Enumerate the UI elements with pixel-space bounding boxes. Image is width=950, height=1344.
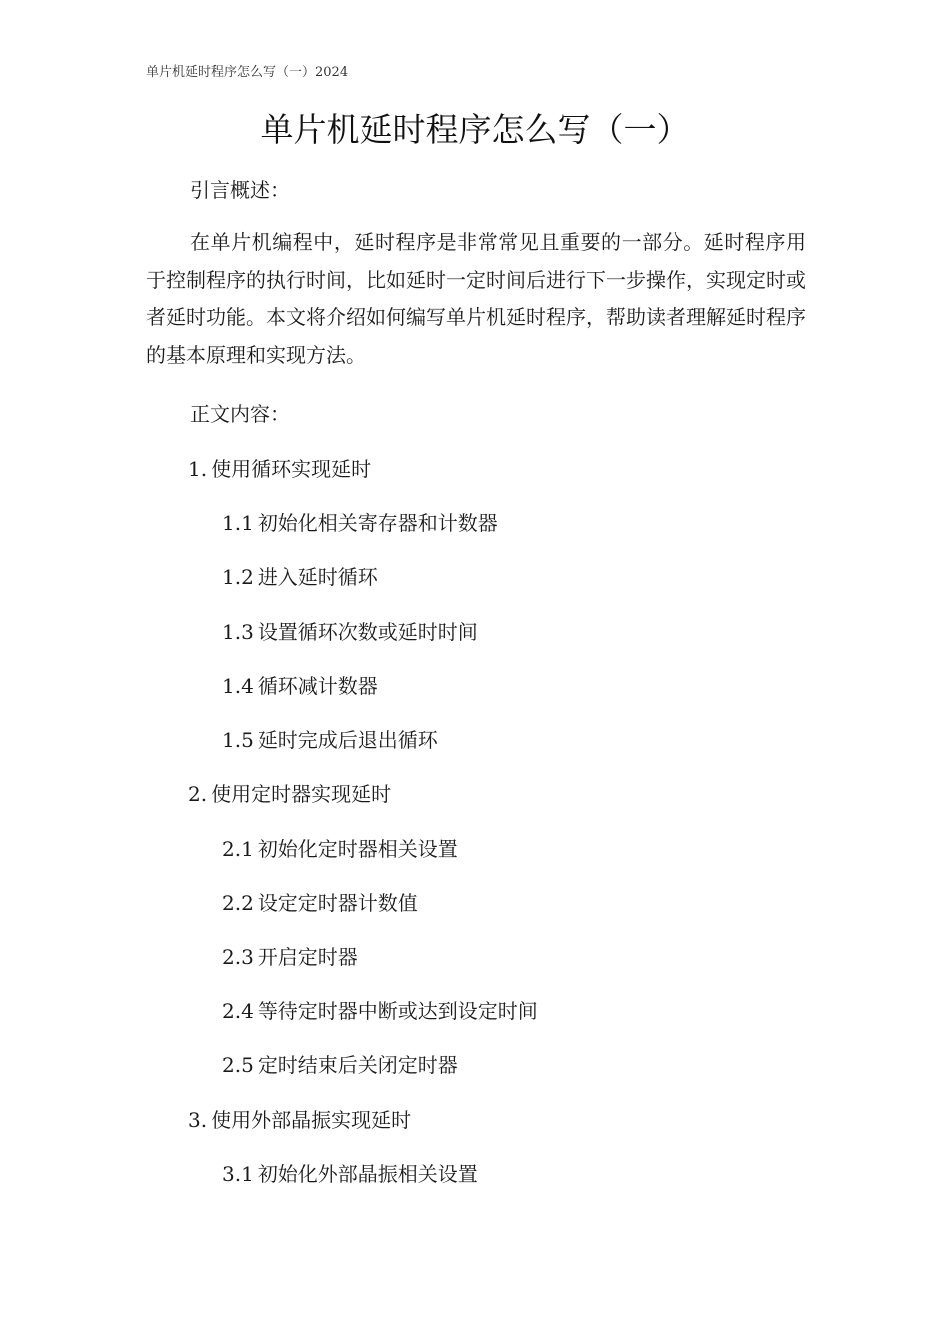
outline-number: 1.2 (222, 565, 254, 589)
outline-item-1-4 (222, 670, 378, 699)
outline-text: 使用定时器实现延时 (211, 782, 392, 806)
outline-item-2-1 (222, 833, 458, 862)
outline-item-1-5 (222, 724, 438, 753)
intro-paragraph: 在单片机编程中，延时程序是非常常见且重要的一部分。延时程序用于控制程序的执行时间，比如延时一定时间后进行下一步操作，实现定时或者延时功能。本文将介绍如何编写单片机延时程序，帮助读者理解延时程序的基本原理和实现方法。 (146, 230, 806, 367)
outline-text: 进入延时循环 (257, 565, 378, 589)
outline-text: 循环减计数器 (257, 674, 378, 698)
outline-number: 2.5 (222, 1053, 254, 1077)
outline-text: 使用循环实现延时 (211, 457, 372, 481)
outline-text: 等待定时器中断或达到设定时间 (257, 999, 538, 1023)
outline-item-2-4 (222, 995, 538, 1024)
outline-text: 设定定时器计数值 (257, 891, 418, 915)
outline-text: 初始化定时器相关设置 (257, 837, 458, 861)
outline-number: 1.4 (222, 674, 254, 698)
outline-text: 延时完成后退出循环 (257, 728, 438, 752)
outline-item-2-3 (222, 941, 358, 970)
outline-item-3-1 (222, 1158, 478, 1187)
outline-number: 3.1 (222, 1162, 254, 1186)
outline-number: 3. (188, 1108, 208, 1132)
outline-number: 1. (188, 457, 208, 481)
running-header: 单片机延时程序怎么写（一）2024 (146, 65, 349, 80)
outline-text: 初始化外部晶振相关设置 (257, 1162, 478, 1186)
outline-number: 2.2 (222, 891, 254, 915)
outline-number: 2.1 (222, 837, 254, 861)
document-title: 单片机延时程序怎么写（一） (260, 110, 690, 149)
intro-label: 引言概述： (190, 178, 290, 202)
outline-item-1-2 (222, 561, 378, 590)
outline-text: 使用外部晶振实现延时 (211, 1108, 412, 1132)
outline-text: 定时结束后关闭定时器 (257, 1053, 458, 1077)
outline-item-1-3 (222, 616, 478, 645)
outline-text: 开启定时器 (257, 945, 358, 969)
outline-text: 初始化相关寄存器和计数器 (257, 511, 498, 535)
outline-number: 2.4 (222, 999, 254, 1023)
outline-number: 2.3 (222, 945, 254, 969)
outline-number: 1.1 (222, 511, 254, 535)
outline-number: 1.3 (222, 620, 254, 644)
outline-number: 1.5 (222, 728, 254, 752)
outline-number: 2. (188, 782, 208, 806)
body-label: 正文内容： (190, 402, 290, 426)
outline-text: 设置循环次数或延时时间 (257, 620, 478, 644)
outline-item-2 (188, 778, 391, 807)
outline-item-2-5 (222, 1049, 458, 1078)
outline-item-1 (188, 453, 371, 482)
outline-item-3 (188, 1104, 411, 1133)
outline-item-1-1 (222, 507, 498, 536)
outline-item-2-2 (222, 887, 418, 916)
